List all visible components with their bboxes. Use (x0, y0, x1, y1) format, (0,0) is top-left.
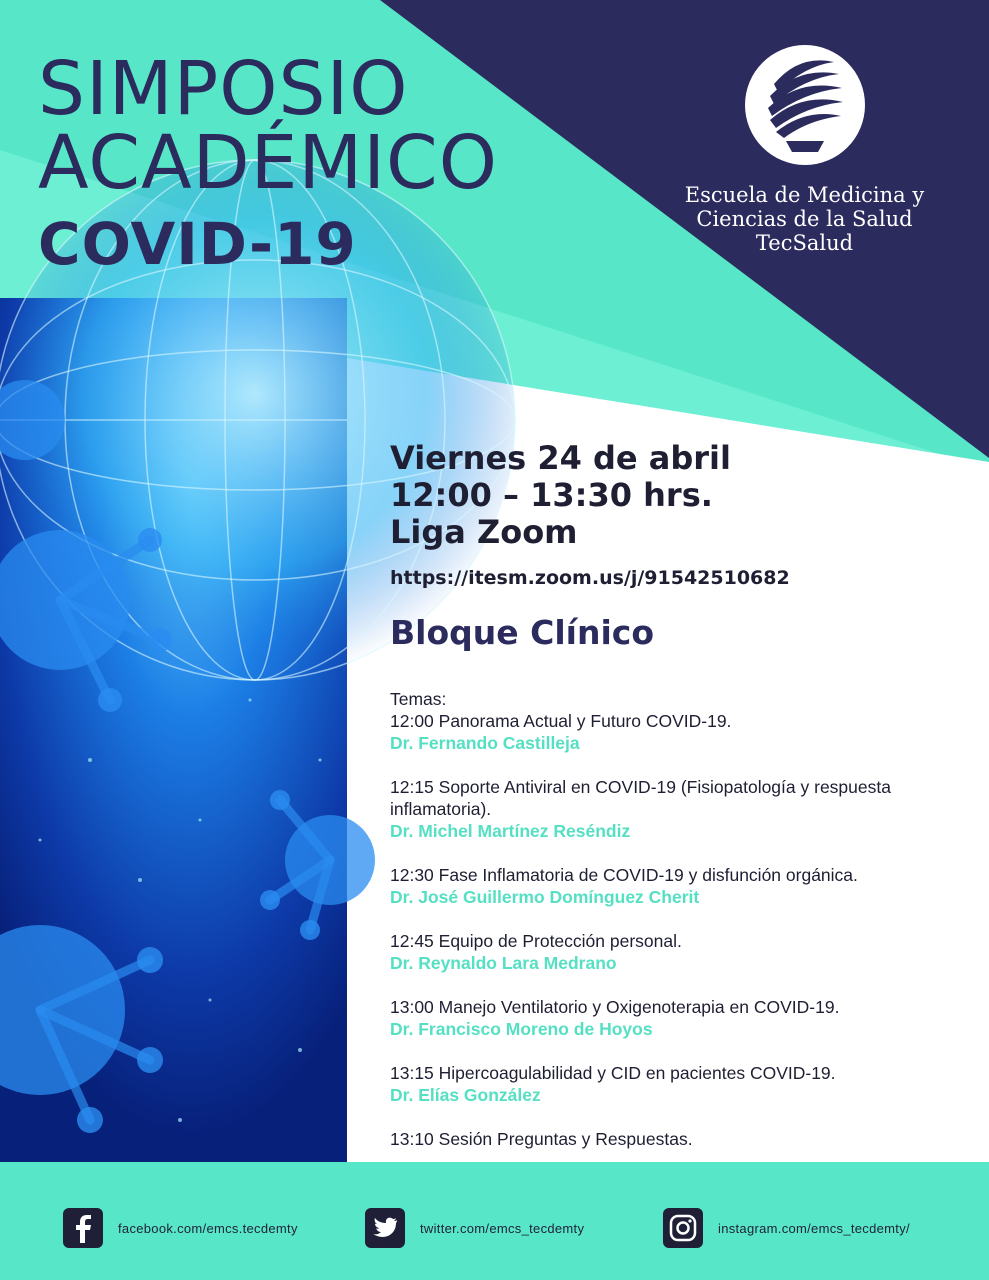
social-footer (0, 1162, 989, 1280)
facebook-text: facebook.com/emcs.tecdemty (118, 1220, 298, 1236)
talk-speaker: Dr. Francisco Moreno de Hoyos (390, 1019, 653, 1039)
talk-item (390, 1128, 970, 1150)
title-line-2: ACADÉMICO (38, 120, 498, 206)
instagram-link[interactable] (660, 1205, 910, 1251)
talk-title: 12:00 Panorama Actual y Futuro COVID-19. (390, 711, 732, 731)
facebook-icon (60, 1205, 106, 1251)
zoom-link[interactable]: https://itesm.zoom.us/j/91542510682 (390, 567, 790, 589)
twitter-text: twitter.com/emcs_tecdemty (420, 1220, 585, 1236)
talk-title: 13:00 Manejo Ventilatorio y Oxigenoterapia en COVID-19. (390, 997, 840, 1017)
twitter-icon (362, 1205, 408, 1251)
talk-speaker: Dr. Reynaldo Lara Medrano (390, 953, 617, 973)
talk-item (390, 930, 970, 974)
talk-item (390, 1062, 970, 1106)
title-line-3: COVID-19 (38, 210, 357, 278)
event-date: Viernes 24 de abril (390, 439, 731, 477)
event-time: 12:00 – 13:30 hrs. (390, 476, 713, 514)
talk-speaker: Dr. Fernando Castilleja (390, 733, 580, 753)
instagram-icon (660, 1205, 706, 1251)
talk-item (390, 776, 970, 842)
logo-line-2: Ciencias de la Salud (696, 207, 913, 231)
logo-line-3: TecSalud (755, 231, 854, 255)
talk-item (390, 864, 970, 908)
title-line-1: SIMPOSIO (38, 46, 409, 132)
school-logo (682, 44, 927, 255)
talk-title: 13:10 Sesión Preguntas y Respuestas. (390, 1129, 693, 1149)
talk-title: 12:30 Fase Inflamatoria de COVID-19 y disfunción orgánica. (390, 865, 858, 885)
block-title: Bloque Clínico (390, 613, 654, 652)
talk-speaker: Dr. Michel Martínez Reséndiz (390, 821, 631, 841)
talk-speaker: Dr. Elías González (390, 1085, 541, 1105)
event-platform: Liga Zoom (390, 513, 578, 551)
talk-title: 13:15 Hipercoagulabilidad y CID en pacientes COVID-19. (390, 1063, 836, 1083)
logo-line-1: Escuela de Medicina y (684, 183, 925, 207)
twitter-link[interactable] (362, 1205, 584, 1251)
topics-label: Temas: (390, 689, 447, 709)
torch-logo-icon (744, 44, 866, 166)
symposium-title (38, 46, 498, 278)
talk-item (390, 996, 970, 1040)
talk-title: 12:15 Soporte Antiviral en COVID-19 (Fisiopatología y respuesta inflamatoria). (390, 777, 891, 819)
talk-speaker: Dr. José Guillermo Domínguez Cherit (390, 887, 700, 907)
talk-title: 12:45 Equipo de Protección personal. (390, 931, 682, 951)
facebook-link[interactable] (60, 1205, 298, 1251)
event-info (390, 440, 970, 1172)
instagram-text: instagram.com/emcs_tecdemty/ (718, 1220, 910, 1236)
talk-item (390, 710, 970, 754)
